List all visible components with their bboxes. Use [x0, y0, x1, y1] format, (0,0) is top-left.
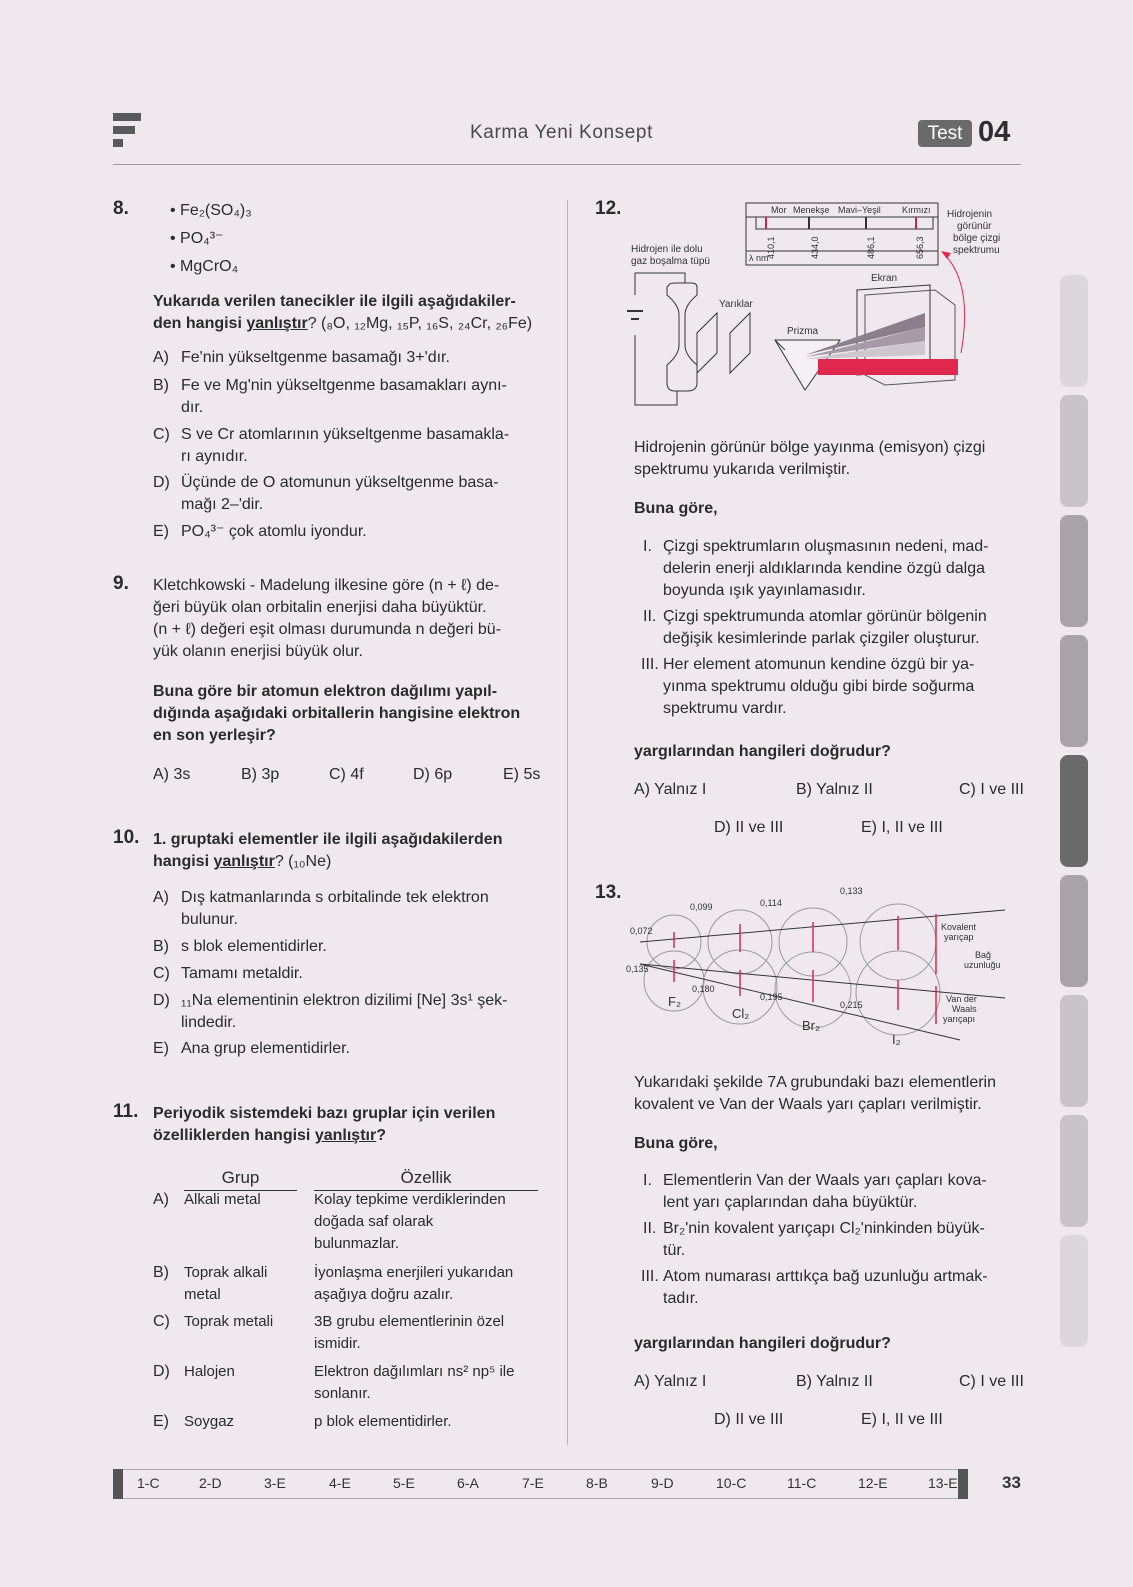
section-tab[interactable] [1060, 755, 1088, 867]
vdw-value: 0,215 [840, 1000, 863, 1010]
option-a[interactable]: A) Yalnız I [634, 781, 707, 798]
statement-number: III. [641, 1268, 659, 1285]
wavelength-label: 656,3 [915, 236, 925, 259]
wavelength-label: 486,1 [866, 236, 876, 259]
feature-cell: p blok elementidirler. [314, 1413, 452, 1430]
legend-vdw: yarıçapı [943, 1014, 976, 1024]
answer-item: 12-E [858, 1475, 888, 1491]
covalent-value: 0,114 [760, 898, 782, 908]
option-b[interactable]: B) s blok elementidirler. [153, 938, 327, 955]
option-e[interactable]: E) I, II ve III [861, 819, 943, 836]
section-tab[interactable] [1060, 1115, 1088, 1227]
group-cell: Soygaz [184, 1413, 235, 1430]
answer-item: 6-A [457, 1475, 479, 1491]
question-ask: yargılarından hangileri doğrudur? [634, 1335, 891, 1352]
test-badge: Test [918, 120, 972, 147]
test-number: 04 [978, 116, 1011, 148]
vdw-value: 0,135 [626, 964, 649, 974]
vdw-value: 0,180 [692, 984, 715, 994]
answer-item: 1-C [137, 1475, 160, 1491]
color-label: Kırmızı [902, 205, 931, 215]
answer-item: 8-B [586, 1475, 608, 1491]
answer-item: 13-E [928, 1475, 958, 1491]
prism-label: Prizma [787, 326, 819, 337]
option-b[interactable]: B) Yalnız II [796, 1373, 873, 1390]
statement-number: II. [643, 608, 657, 625]
question-stem: özelliklerden hangisi yanlıştır? [153, 1127, 386, 1144]
option-e[interactable]: E) Ana grup elementidirler. [153, 1040, 350, 1057]
option-e[interactable]: E) 5s [503, 766, 541, 783]
feature-cell: İyonlaşma enerjileri yukarıdan aşağıya doğru azalır. [314, 1264, 514, 1303]
option-e[interactable]: E) PO₄³⁻ çok atomlu iyondur. [153, 523, 367, 540]
question-stem: Buna göre bir atomun elektron dağılımı yapıl- [153, 683, 498, 700]
question-stem: hangisi yanlıştır? (₁₀Ne) [153, 853, 332, 870]
caption-line: bölge çizgi [953, 233, 1001, 244]
option-c[interactable]: C) I ve III [959, 1373, 1024, 1390]
answer-item: 3-E [264, 1475, 286, 1491]
statement-text: Her element atomunun kendine özgü bir ya- yınma spektrumu olduğu gibi birde soğurma spektrumu vardır. [663, 656, 975, 717]
column-divider [567, 200, 568, 1445]
row-letter: B) [153, 1264, 169, 1281]
legend-covalent: Kovalent [941, 922, 977, 932]
buna-gore: Buna göre, [634, 1135, 718, 1152]
answer-item: 7-E [522, 1475, 544, 1491]
section-tab[interactable] [1060, 635, 1088, 747]
statement-text: Atom numarası arttıkça bağ uzunluğu artmak- tadır. [663, 1268, 988, 1307]
color-label: Menekşe [793, 205, 830, 215]
buna-gore: Buna göre, [634, 500, 718, 517]
wavelength-label: 434,0 [810, 236, 820, 259]
answer-item: 4-E [329, 1475, 351, 1491]
caption-line: görünür [957, 221, 992, 232]
question-ask: yargılarından hangileri doğrudur? [634, 743, 891, 760]
section-tab[interactable] [1060, 1235, 1088, 1347]
legend-bond: uzunluğu [964, 960, 1001, 970]
statement-number: I. [643, 1172, 652, 1189]
question-text: Hidrojenin görünür bölge yayınma (emisyon) çizgi [634, 439, 986, 456]
section-tab[interactable] [1060, 875, 1088, 987]
answer-item: 9-D [651, 1475, 674, 1491]
row-letter: E) [153, 1413, 169, 1430]
question-stem: Periyodik sistemdeki bazı gruplar için verilen [153, 1105, 496, 1122]
statement-number: II. [643, 1220, 657, 1237]
question-text: kovalent ve Van der Waals yarı çapları verilmiştir. [634, 1096, 982, 1113]
question-text: yük olanın enerjisi büyük olur. [153, 643, 363, 660]
statement-text: Elementlerin Van der Waals yarı çapları kova- lent yarı çaplarından daha büyüktür. [663, 1172, 987, 1211]
option-a[interactable]: A) 3s [153, 766, 191, 783]
section-tab[interactable] [1060, 995, 1088, 1107]
question-number: 12. [595, 198, 622, 219]
spectrum-diagram [625, 195, 1025, 420]
question-stem: Yukarıda verilen tanecikler ile ilgili aşağıdakiler- [153, 293, 516, 310]
answer-item: 10-C [716, 1475, 747, 1491]
group-cell: Toprak alkali metal [184, 1264, 268, 1303]
row-letter: C) [153, 1313, 170, 1330]
vdw-value: 0,195 [760, 992, 783, 1002]
species-item: • MgCrO₄ [170, 258, 239, 275]
section-tab[interactable] [1060, 275, 1088, 387]
table-header-group: Grup [184, 1168, 297, 1191]
option-c[interactable]: C) Tamamı metaldir. [153, 965, 303, 982]
option-e[interactable]: E) I, II ve III [861, 1411, 943, 1428]
question-stem: 1. gruptaki elementler ile ilgili aşağıdakilerden [153, 831, 503, 848]
tube-label: Hidrojen ile dolu [631, 244, 703, 255]
question-number: 13. [595, 882, 622, 903]
group-cell: Halojen [184, 1363, 235, 1380]
option-d[interactable]: D) II ve III [714, 819, 784, 836]
unit-label: λ nm [749, 253, 769, 263]
legend-covalent: yarıçap [944, 932, 974, 942]
radius-diagram [626, 880, 1020, 1060]
slits-label: Yarıklar [719, 299, 753, 310]
statement-number: I. [643, 538, 652, 555]
row-letter: A) [153, 1191, 169, 1208]
caption-line: spektrumu [953, 245, 1000, 256]
screen-label: Ekran [871, 273, 898, 284]
feature-cell: Elektron dağılımları ns² np⁵ ile sonlanır. [314, 1363, 515, 1402]
option-a[interactable]: A) Fe'nin yükseltgenme basamağı 3+'dır. [153, 349, 450, 366]
element-label: Br₂ [802, 1018, 821, 1033]
question-stem: dığında aşağıdaki orbitallerin hangisine elektron [153, 705, 521, 722]
answer-item: 2-D [199, 1475, 222, 1491]
wavelength-label: 410,1 [766, 236, 776, 259]
answer-item: 11-C [787, 1475, 817, 1491]
question-number: 8. [113, 198, 129, 219]
element-label: Cl₂ [732, 1006, 750, 1021]
option-a[interactable]: A) Yalnız I [634, 1373, 707, 1390]
question-text: (n + ℓ) değeri eşit olması durumunda n değeri bü- [153, 621, 502, 638]
covalent-value: 0,072 [630, 926, 653, 936]
option-b[interactable]: B) 3p [241, 766, 280, 783]
question-stem: den hangisi yanlıştır? (₈O, ₁₂Mg, ₁₅P, ₁₆S, ₂₄Cr, ₂₆Fe) [153, 315, 533, 332]
option-d[interactable]: D) ₁₁Na elementinin elektron dizilimi [Ne] 3s¹ şek- lindedir. [153, 992, 508, 1031]
option-c[interactable]: C) 4f [329, 766, 364, 783]
header-title: Karma Yeni Konsept [470, 122, 653, 143]
tube-label: gaz boşalma tüpü [631, 256, 710, 267]
option-c[interactable]: C) S ve Cr atomlarının yükseltgenme basamakla- rı aynıdır. [153, 426, 510, 465]
option-b[interactable]: B) Fe ve Mg'nin yükseltgenme basamakları aynı- dır. [153, 377, 507, 416]
statement-text: Çizgi spektrumların oluşmasının nedeni, mad- delerin enerji aldıklarında kendine özgü dalga boyunda ışık yayınlamasıdır. [663, 538, 989, 599]
option-d[interactable]: D) 6p [413, 766, 453, 783]
table-header-feature: Özellik [314, 1168, 538, 1191]
statement-text: Çizgi spektrumunda atomlar görünür bölgenin değişik kesimlerinde parlak çizgiler oluşturur. [663, 608, 987, 647]
legend-vdw: Van der [946, 994, 977, 1004]
covalent-value: 0,133 [840, 886, 863, 896]
question-stem: en son yerleşir? [153, 727, 276, 744]
option-d[interactable]: D) Üçünde de O atomunun yükseltgenme basa- mağı 2–'dir. [153, 474, 499, 513]
legend-vdw: Waals [952, 1004, 977, 1014]
covalent-value: 0,099 [690, 902, 713, 912]
question-text: Yukarıdaki şekilde 7A grubundaki bazı elementlerin [634, 1074, 996, 1091]
section-tab[interactable] [1060, 515, 1088, 627]
question-text: ğeri büyük olan orbitalin enerjisi daha büyüktür. [153, 599, 487, 616]
statement-number: III. [641, 656, 659, 673]
statement-text: Br₂'nin kovalent yarıçapı Cl₂'ninkinden büyük- tür. [663, 1220, 985, 1259]
caption-line: Hidrojenin [947, 209, 993, 220]
section-tab[interactable] [1060, 395, 1088, 507]
question-number: 9. [113, 573, 129, 594]
answer-item: 5-E [393, 1475, 415, 1491]
option-b[interactable]: B) Yalnız II [796, 781, 873, 798]
group-cell: Toprak metali [184, 1313, 274, 1330]
element-label: I₂ [892, 1032, 901, 1047]
option-d[interactable]: D) II ve III [714, 1411, 784, 1428]
legend-bond: Bağ [975, 950, 992, 960]
group-cell: Alkali metal [184, 1191, 261, 1208]
species-item: • Fe₂(SO₄)₃ [170, 202, 252, 219]
question-number: 10. [113, 827, 140, 848]
question-text: Kletchkowski - Madelung ilkesine göre (n + ℓ) de- [153, 577, 500, 594]
question-number: 11. [113, 1101, 139, 1122]
question-text: spektrumu yukarıda verilmiştir. [634, 461, 851, 478]
feature-cell: 3B grubu elementlerinin özel ismidir. [314, 1313, 505, 1352]
feature-cell: Kolay tepkime verdiklerinden doğada saf olarak bulunmazlar. [314, 1191, 506, 1252]
option-c[interactable]: C) I ve III [959, 781, 1024, 798]
color-label: Mavi–Yeşil [838, 205, 881, 215]
option-a[interactable]: A) Dış katmanlarında s orbitalinde tek elektron bulunur. [153, 889, 489, 928]
header-divider [113, 164, 1021, 165]
page-number: 33 [1002, 1473, 1021, 1492]
element-label: F₂ [668, 994, 681, 1009]
species-item: • PO₄³⁻ [170, 230, 224, 247]
color-label: Mor [771, 205, 787, 215]
row-letter: D) [153, 1363, 170, 1380]
